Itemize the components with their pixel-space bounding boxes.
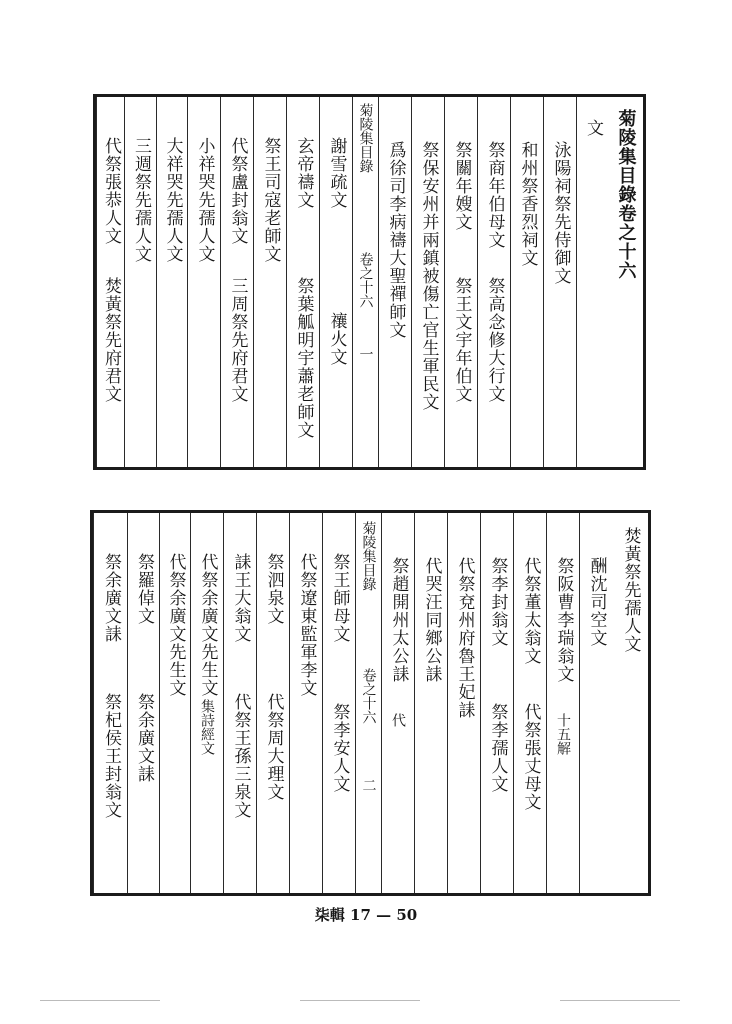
column — [543, 97, 576, 467]
scan-artifact — [300, 1000, 420, 1001]
column — [576, 97, 608, 467]
column-text: 代哭汪同鄉公誄 — [421, 557, 442, 683]
column-text: 祭李孺人文 — [487, 703, 508, 793]
spine-title: 菊陵集目錄 — [357, 103, 374, 173]
column-text: 文 — [583, 119, 603, 137]
column — [411, 97, 444, 467]
column — [378, 97, 411, 467]
column — [286, 97, 319, 467]
column — [256, 513, 289, 893]
scan-artifact — [560, 1000, 680, 1001]
column-text: 祭李封翁文 — [487, 557, 508, 647]
column-text: 祭王司寇老師文 — [260, 137, 281, 263]
column — [322, 513, 355, 893]
column-text: 代祭余廣文先生文 — [197, 553, 218, 697]
column-text: 祭余廣文誄 — [134, 693, 154, 783]
column-text: 焚黃祭先孺人文 — [620, 527, 641, 653]
column-text: 菊陵集目錄卷之十六 — [615, 109, 637, 280]
column-text: 祭余廣文誄 — [101, 553, 121, 643]
column-text: 祭高念修大行文 — [484, 277, 505, 403]
column — [480, 513, 513, 893]
column-title — [608, 97, 643, 467]
column-text: 祭杞侯王封翁文 — [101, 693, 121, 819]
column-text: 代祭張恭人文 — [101, 137, 121, 245]
spine-volume: 卷之十六 — [357, 252, 374, 308]
column-text: 大祥哭先孺人文 — [162, 137, 183, 263]
column — [477, 97, 510, 467]
column — [546, 513, 579, 893]
column-text: 祭商年伯母文 — [484, 141, 505, 249]
column-text: 小祥哭先孺人文 — [194, 137, 215, 263]
column — [414, 513, 447, 893]
column — [289, 513, 322, 893]
column-text: 三週祭先孺人文 — [131, 137, 151, 263]
column — [93, 513, 127, 893]
page-footer: 柒輯 17 — 50 — [314, 906, 418, 924]
column-text: 爲徐司李病禱大聖禪師文 — [385, 141, 406, 339]
column-text: 祭阪曹李瑞翁文 — [553, 557, 574, 683]
spine-title: 菊陵集目錄 — [360, 521, 377, 591]
column-text: 祭羅倬文 — [134, 553, 154, 625]
column-text: 和州祭香烈祠文 — [517, 141, 538, 267]
bottom-page-frame — [90, 510, 651, 896]
column — [510, 97, 543, 467]
column — [381, 513, 414, 893]
page-number: 二 — [360, 778, 377, 792]
column — [159, 513, 190, 893]
column-text: 泳陽祠祭先侍御文 — [550, 141, 571, 285]
column-text: 謝雪疏文 — [326, 137, 347, 209]
column — [444, 97, 477, 467]
column — [190, 513, 223, 893]
column-text: 十五解 — [555, 713, 571, 755]
spine-volume: 卷之十六 — [360, 668, 377, 724]
column — [579, 513, 612, 893]
column-text: 祭李安人文 — [329, 703, 350, 793]
column — [127, 513, 159, 893]
column-text: 酬沈司空文 — [586, 557, 607, 647]
column-text: 三周祭先府君文 — [227, 277, 248, 403]
column — [223, 513, 256, 893]
column-text: 祭王師母文 — [329, 553, 350, 643]
column-text: 祭王文宇年伯文 — [451, 277, 472, 403]
column-text: 禳火文 — [326, 312, 347, 366]
column-text: 代祭董太翁文 — [520, 557, 541, 665]
column-text: 祭趙開州太公誄 — [388, 557, 409, 683]
column — [220, 97, 253, 467]
column-text: 代祭張丈母文 — [520, 703, 541, 811]
top-page-frame — [93, 94, 646, 470]
column — [253, 97, 286, 467]
page-number: 一 — [357, 347, 374, 361]
spine-column — [355, 513, 381, 893]
column-text: 代 — [390, 713, 406, 727]
column-text: 集詩經文 — [199, 699, 215, 755]
column-text: 焚黃祭先府君文 — [101, 277, 121, 403]
column — [612, 513, 648, 893]
column — [96, 97, 124, 467]
column-text: 玄帝禱文 — [293, 137, 314, 209]
column-text: 祭泗泉文 — [263, 553, 284, 625]
column-text: 代祭兗州府魯王妃誄 — [454, 557, 475, 719]
column-text: 祭關年嫂文 — [451, 141, 472, 231]
spine-column — [352, 97, 378, 467]
column-text: 誄王大翁文 — [230, 553, 251, 643]
scan-artifact — [40, 1000, 160, 1001]
column — [156, 97, 187, 467]
column — [319, 97, 352, 467]
column — [124, 97, 156, 467]
column-text: 代祭遼東監軍李文 — [296, 553, 317, 697]
column-text: 代祭盧封翁文 — [227, 137, 248, 245]
column-text: 祭葉觚明宇蕭老師文 — [293, 277, 314, 439]
column — [187, 97, 220, 467]
column-text: 祭保安州并兩鎮被傷亡官生軍民文 — [418, 141, 439, 411]
column-text: 代祭余廣文先生文 — [165, 553, 186, 697]
column-text: 代祭周大理文 — [263, 693, 284, 801]
column-text: 代祭王孫三泉文 — [230, 693, 251, 819]
column — [513, 513, 546, 893]
column — [447, 513, 480, 893]
